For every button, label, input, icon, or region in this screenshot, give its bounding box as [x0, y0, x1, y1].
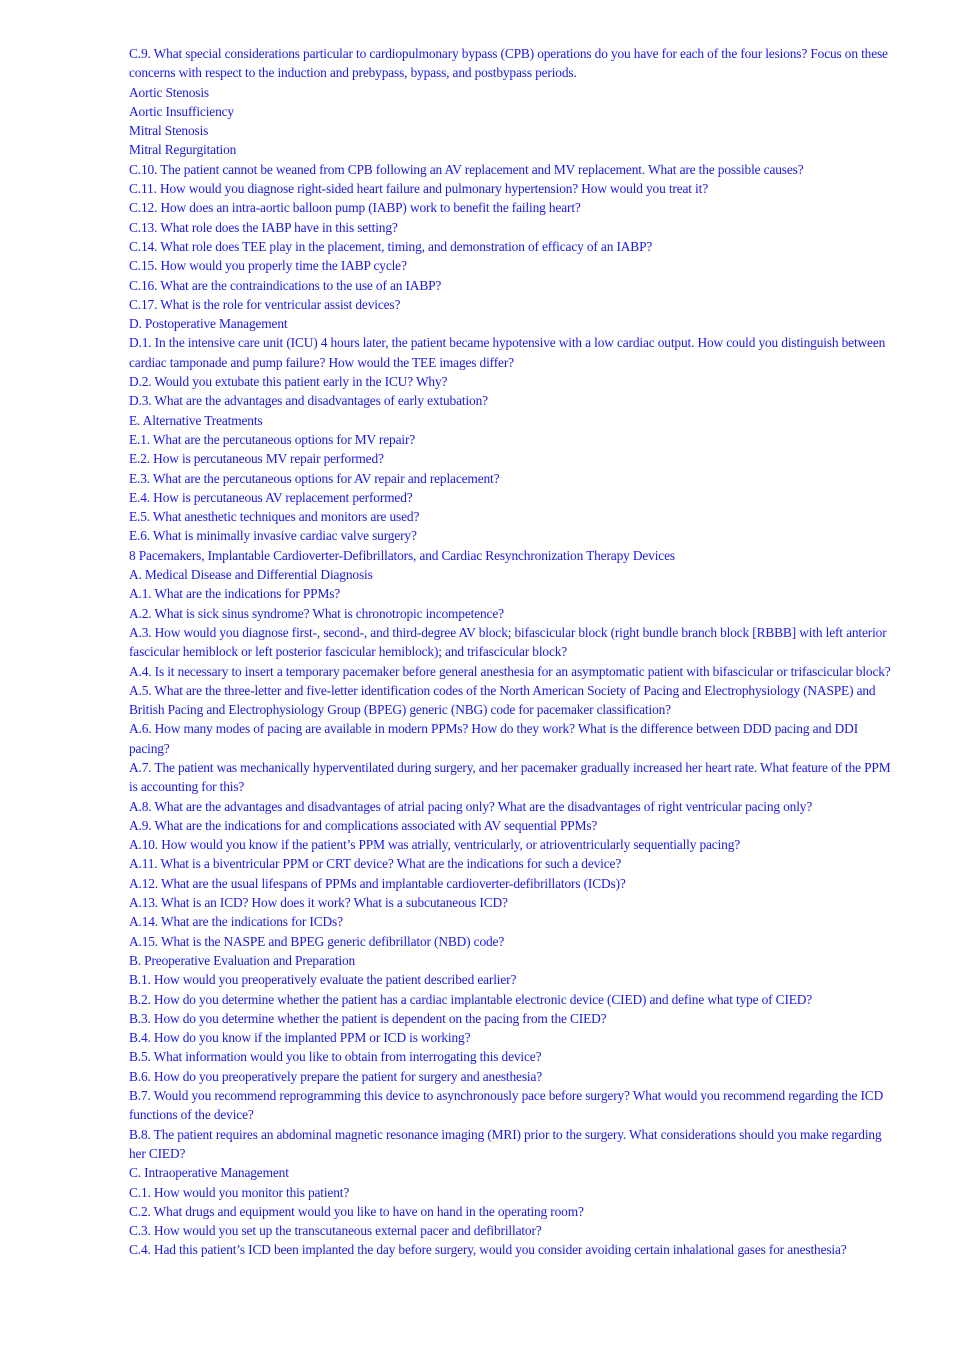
text-line: C.17. What is the role for ventricular assist devices? [129, 296, 401, 312]
text-line: A.3. How would you diagnose first-, second-, and third-degree AV block; bifascicular block (right bundle branch block [RBBB] with left anterior fascicular hemiblock or left posterior fascicular hemiblock); and trifascicular block? [129, 624, 887, 660]
text-line: A.2. What is sick sinus syndrome? What is chronotropic incompetence? [129, 605, 504, 621]
text-line: C.16. What are the contraindications to the use of an IABP? [129, 277, 442, 293]
text-line: Mitral Regurgitation [129, 142, 237, 158]
text-line: E.6. What is minimally invasive cardiac valve surgery? [129, 528, 417, 544]
text-line: Aortic Stenosis [129, 84, 209, 100]
text-line: A.8. What are the advantages and disadvantages of atrial pacing only? What are the disadvantages of right ventricular pacing only? [129, 798, 813, 814]
text-line: A.10. How would you know if the patient’s PPM was atrially, ventricularly, or atrioventricularly sequentially pacing? [129, 837, 741, 853]
text-line: D.1. In the intensive care unit (ICU) 4 hours later, the patient became hypotensive with a low cardiac output. How could you distinguish between cardiac tamponade and pump failure? How would the TEE images differ? [129, 335, 886, 370]
document-page [129, 44, 899, 1260]
text-line: D.3. What are the advantages and disadvantages of early extubation? [129, 393, 488, 409]
text-line: B.3. How do you determine whether the patient is dependent on the pacing from the CIED? [129, 1010, 607, 1026]
text-line: Aortic Insufficiency [129, 103, 234, 119]
text-line: C.2. What drugs and equipment would you like to have on hand in the operating room? [129, 1203, 584, 1219]
text-line: C.13. What role does the IABP have in this setting? [129, 219, 398, 235]
text-line: B.2. How do you determine whether the patient has a cardiac implantable electronic device (CIED) and define what type of CIED? [129, 991, 813, 1007]
text-line: C.1. How would you monitor this patient? [129, 1184, 350, 1200]
text-line: C.3. How would you set up the transcutaneous external pacer and defibrillator? [129, 1223, 542, 1239]
text-line: E.3. What are the percutaneous options for AV repair and replacement? [129, 470, 500, 486]
text-line: B.7. Would you recommend reprogramming this device to asynchronously pace before surgery? What would you recommend regarding the ICD functions of the device? [129, 1088, 884, 1123]
text-line: C.15. How would you properly time the IABP cycle? [129, 258, 407, 274]
text-line: B.1. How would you preoperatively evaluate the patient described earlier? [129, 972, 517, 988]
text-line: A.12. What are the usual lifespans of PPMs and implantable cardioverter-defibrillators (ICDs)? [129, 875, 626, 891]
text-line: E.5. What anesthetic techniques and monitors are used? [129, 509, 420, 525]
text-line: A.1. What are the indications for PPMs? [129, 586, 341, 602]
text-line: D.2. Would you extubate this patient early in the ICU? Why? [129, 374, 448, 390]
text-line: A.5. What are the three-letter and five-letter identification codes of the North American Society of Pacing and Electrophysiology (NASPE) and British Pacing and Electrophysiology Group (BPEG) generic (NBG) code for pacemaker classification? [129, 682, 876, 718]
text-line: A.13. What is an ICD? How does it work? What is a subcutaneous ICD? [129, 895, 508, 911]
text-line: A.9. What are the indications for and complications associated with AV sequential PPMs? [129, 817, 598, 833]
chapter-heading: 8 Pacemakers, Implantable Cardioverter-Defibrillators, and Cardiac Resynchronization Therapy Devices [129, 547, 675, 563]
text-line: C.10. The patient cannot be weaned from CPB following an AV replacement and MV replacement. What are the possible causes? [129, 161, 804, 177]
section-heading: D. Postoperative Management [129, 316, 288, 332]
text-line: A.4. Is it necessary to insert a temporary pacemaker before general anesthesia for an asymptomatic patient with bifascicular or trifascicular block? [129, 663, 891, 679]
text-line: C.4. Had this patient’s ICD been implanted the day before surgery, would you consider avoiding certain inhalational gases for anesthesia? [129, 1242, 847, 1258]
text-line: A.11. What is a biventricular PPM or CRT device? What are the indications for such a device? [129, 856, 622, 872]
text-line: A.14. What are the indications for ICDs? [129, 914, 343, 930]
text-line: E.1. What are the percutaneous options for MV repair? [129, 431, 416, 447]
text-line: E.4. How is percutaneous AV replacement performed? [129, 489, 413, 505]
text-line: B.8. The patient requires an abdominal magnetic resonance imaging (MRI) prior to the surgery. What considerations should you make regarding her CIED? [129, 1126, 882, 1161]
text-line: C.9. What special considerations particular to cardiopulmonary bypass (CPB) operations do you have for each of the four lesions? Focus on these concerns with respect to the induction and prebypass, bypass, and postbypass periods. [129, 46, 888, 81]
text-line: C.11. How would you diagnose right-sided heart failure and pulmonary hypertension? How would you treat it? [129, 181, 708, 197]
text-line: Mitral Stenosis [129, 123, 209, 139]
section-heading: B. Preoperative Evaluation and Preparation [129, 952, 356, 968]
text-line: A.7. The patient was mechanically hyperventilated during surgery, and her pacemaker gradually increased her heart rate. What feature of the PPM is accounting for this? [129, 759, 891, 795]
section-heading: C. Intraoperative Management [129, 1165, 289, 1181]
text-line: B.4. How do you know if the implanted PPM or ICD is working? [129, 1030, 471, 1046]
text-line: C.14. What role does TEE play in the placement, timing, and demonstration of efficacy of an IABP? [129, 238, 653, 254]
section-heading: A. Medical Disease and Differential Diagnosis [129, 567, 373, 583]
text-line: B.6. How do you preoperatively prepare the patient for surgery and anesthesia? [129, 1068, 543, 1084]
text-line: E.2. How is percutaneous MV repair performed? [129, 451, 384, 467]
text-line: A.6. How many modes of pacing are available in modern PPMs? How do they work? What is the difference between DDD pacing and DDI pacing? [129, 721, 859, 756]
section-heading: E. Alternative Treatments [129, 412, 263, 428]
text-line: C.12. How does an intra-aortic balloon pump (IABP) work to benefit the failing heart? [129, 200, 581, 216]
text-line: B.5. What information would you like to obtain from interrogating this device? [129, 1049, 542, 1065]
text-line: A.15. What is the NASPE and BPEG generic defibrillator (NBD) code? [129, 933, 505, 949]
